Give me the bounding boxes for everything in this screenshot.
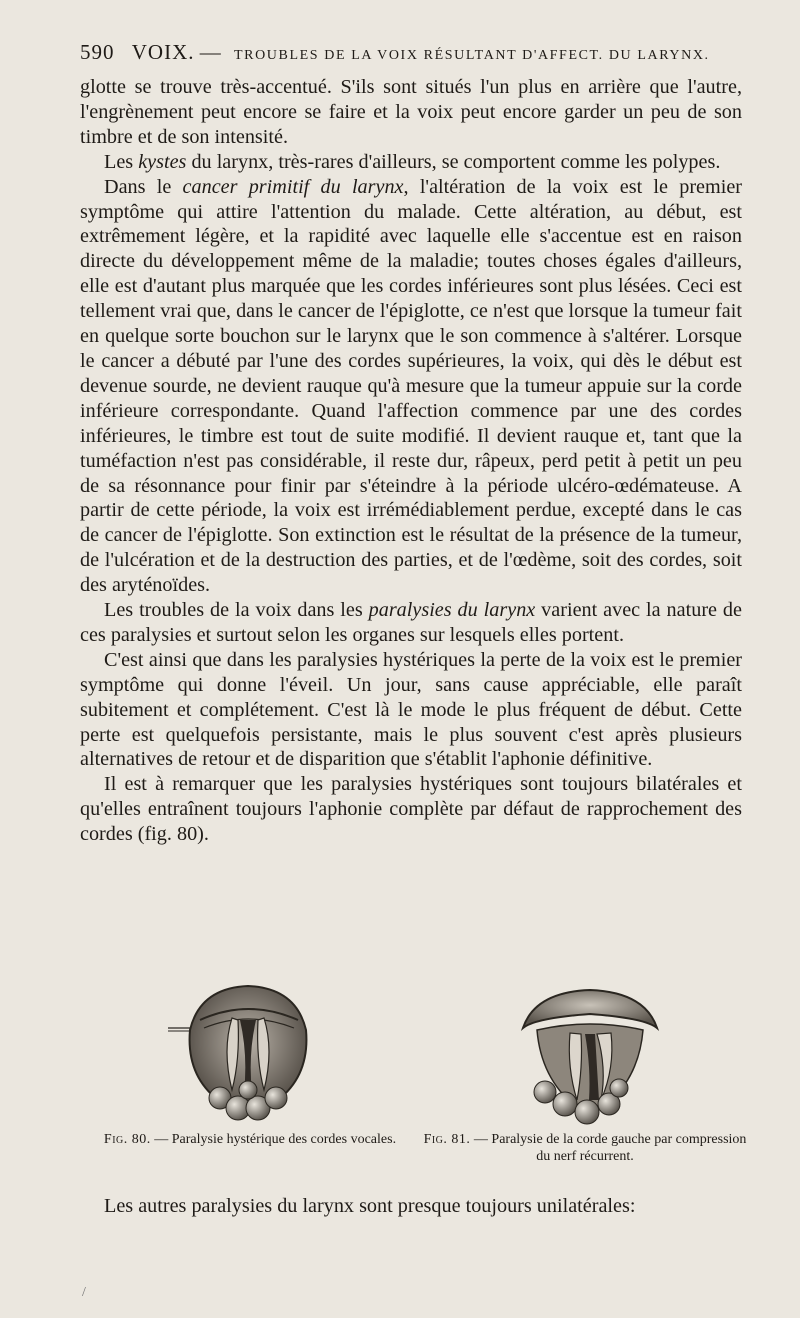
figure-81-illustration (515, 988, 665, 1128)
text-run: , l'altération de la voix est le premier symptôme qui attire l'attention du malade. Cette altération, au début, est extrêmement légère, et la rapidité avec laquelle elle s'accentue est en raison directe du développement même de la maladie; toutes choses égales d'ailleurs, elle est d'autant plus marquée que les cordes inférieures sont plus lésées. Ceci est tellement vrai que, dans le cancer de l'épiglotte, ce n'est que lorsque la tumeur fait en quelque sorte bouchon sur le larynx que le son commence à s'altérer. Lorsque le cancer a débuté par l'une des cordes supérieures, la voix, qui dès le début est devenue sourde, ne devient rauque qu'à mesure que la tumeur appuie sur la corde inférieure correspondante. Quand l'affection commence par une des cordes inférieures, le timbre est tout de suite modifié. Il devient rauque et, tant que la tuméfaction n'est pas considérable, il reste dur, râpeux, perd petit à petit un peu de sa résonnance pour finir par s'éteindre à la période ulcéro-œdémateuse. A partir de cette période, la voix est irrémédiablement perdue, excepté dans le cas de cancer de l'épiglotte. Son extinction est le résultat de la présence de la tumeur, de l'ulcération et de la destruction des parties, et de l'œdème, soit des cordes, soit des aryténoïdes. (80, 175, 743, 597)
body-text (80, 75, 742, 847)
figure-80-caption-text: Paralysie hystérique des cordes vocales. (171, 1132, 397, 1147)
figures-block (100, 980, 760, 1170)
paragraph (80, 648, 742, 773)
figure-81-label: Fig. 81. (423, 1132, 471, 1147)
paragraph (80, 598, 742, 648)
stray-mark: / (82, 1285, 86, 1300)
italic-term: kystes (138, 150, 187, 173)
italic-term: cancer primitif du larynx (182, 175, 404, 198)
page-number: 590 (80, 40, 115, 64)
continuation-line: Les autres paralysies du larynx sont presque toujours unilatérales: (104, 1195, 636, 1217)
running-subtitle: TROUBLES DE LA VOIX RÉSULTANT D'AFFECT. DU LARYNX. (234, 48, 710, 63)
text-run: C'est ainsi que dans les paralysies hystériques la perte de la voix est le premier symptôme qui donne l'éveil. Un jour, sans cause appréciable, elle paraît subitement et complétement. C'est là le mode le plus fréquent de début. Cette perte est quelquefois persistante, mais le plus souvent c'est après plusieurs alternatives de retour et de disparition que s'établit l'aphonie définitive. (80, 648, 742, 771)
text-run: varient avec la nature de ces paralysies et surtout selon les organes sur lesquels elles portent. (80, 599, 742, 646)
figure-81-caption-text: Paralysie de la corde gauche par compression du nerf récurrent. (491, 1132, 747, 1164)
italic-term: paralysies du larynx (368, 599, 536, 622)
figure-80-dash: — (154, 1132, 169, 1147)
figure-80-caption (100, 1131, 400, 1148)
figure-81-dash: — (473, 1132, 488, 1147)
text-run: du larynx, très-rares d'ailleurs, se comportent comme les polypes. (186, 150, 721, 173)
paragraph (80, 75, 742, 150)
text-run: Les (104, 150, 139, 173)
running-title: VOIX. (131, 40, 195, 64)
header-dash: — (199, 40, 221, 64)
paragraph (80, 150, 742, 175)
paragraph (80, 175, 742, 598)
text-run: Les troubles de la voix dans les (104, 599, 369, 622)
text-run: Il est à remarquer que les paralysies hystériques sont toujours bilatérales et qu'elles entraînent toujours l'aphonie complète par défaut de rapprochement des cordes (fig. 80). (80, 773, 742, 846)
paragraph (80, 772, 742, 847)
text-run: Dans le (104, 175, 183, 198)
figure-80-label: Fig. 80. (103, 1132, 151, 1147)
figure-81-caption (420, 1131, 750, 1165)
text-run: glotte se trouve très-accentué. S'ils sont situés l'un plus en arrière que l'autre, l'engrènement peut encore se faire et la voix peut encore garder un peu de son timbre et de son intensité. (80, 76, 742, 148)
figure-80-illustration (160, 980, 320, 1125)
running-header (80, 40, 740, 68)
